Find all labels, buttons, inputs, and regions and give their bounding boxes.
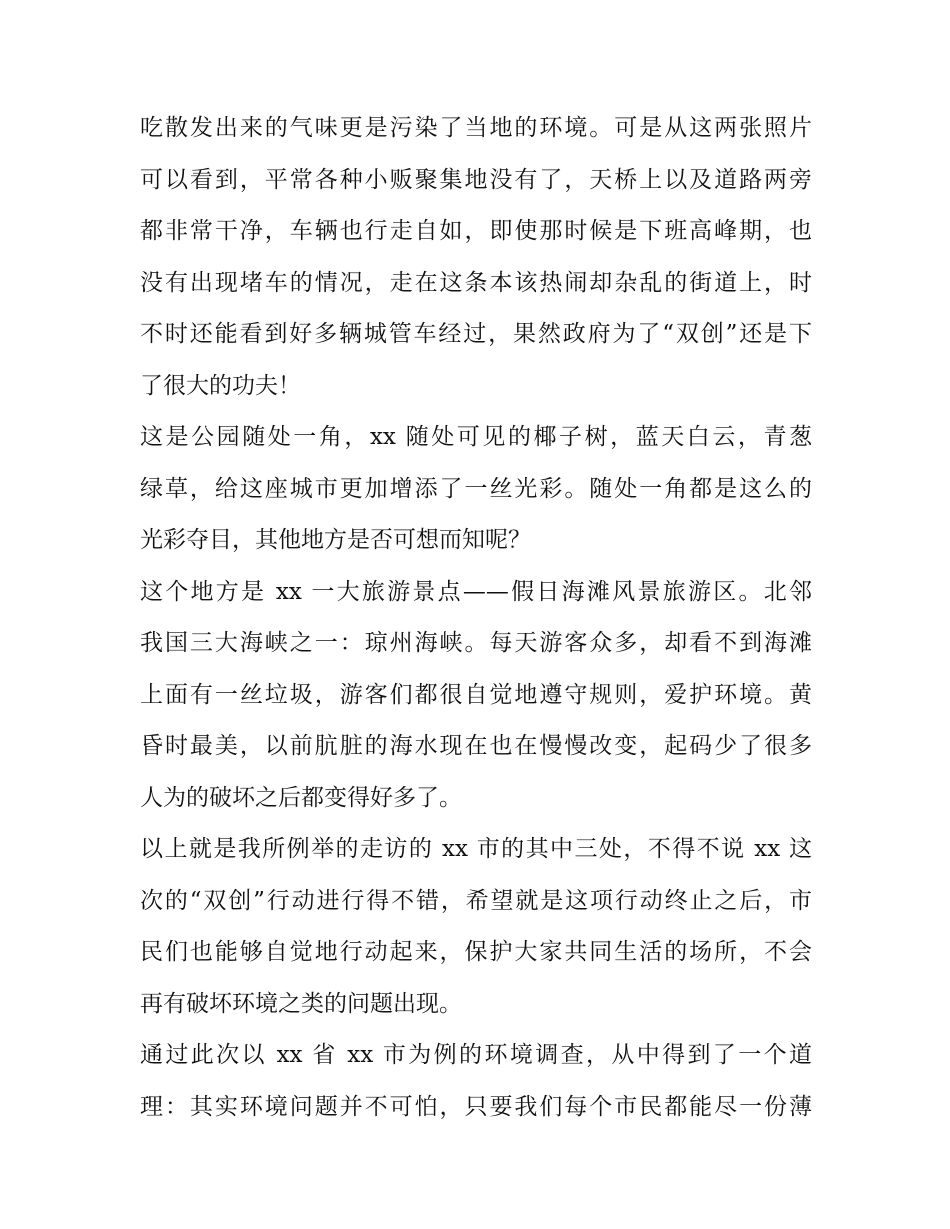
text-line: 不时还能看到好多辆城管车经过，果然政府为了“双创”还是下 (140, 321, 812, 347)
text-line: 我国三大海峡之一：琼州海峡。每天游客众多，却看不到海滩 (140, 630, 812, 656)
text-line: 再有破坏环境之类的问题出现。 (140, 990, 462, 1017)
text-line: 绿草，给这座城市更加增添了一丝光彩。随处一角都是这么的 (140, 475, 812, 502)
paragraph-park-corner (140, 412, 812, 567)
text-line: 民们也能够自觉地行动起来，保护大家共同生活的场所，不会 (140, 939, 812, 965)
text-line: 可以看到，平常各种小贩聚集地没有了，天桥上以及道路两旁 (140, 166, 812, 193)
text-line: 光彩夺目，其他地方是否可想而知呢？ (140, 527, 531, 553)
text-line: 了很大的功夫！ (140, 372, 301, 399)
text-line: 都非常干净，车辆也行走自如，即使那时候是下班高峰期，也 (140, 218, 812, 244)
text-line: 没有出现堵车的情况，走在这条本该热闹却杂乱的街道上，时 (140, 269, 812, 296)
text-line: 理：其实环境问题并不可怕，只要我们每个市民都能尽一份薄 (140, 1093, 812, 1120)
text-line: 这个地方是 xx 一大旅游景点——假日海滩风景旅游区。北邻 (140, 578, 812, 605)
document-body (140, 103, 812, 1133)
paragraph-conclusion (140, 1030, 812, 1133)
text-line: 人为的破坏之后都变得好多了。 (140, 784, 462, 811)
text-line: 昏时最美，以前肮脏的海水现在也在慢慢改变，起码少了很多 (140, 733, 812, 759)
text-line: 上面有一丝垃圾，游客们都很自觉地遵守规则，爱护环境。黄 (140, 681, 812, 708)
text-line: 这是公园随处一角，xx 随处可见的椰子树，蓝天白云，青葱 (140, 424, 812, 450)
text-line: 吃散发出来的气味更是污染了当地的环境。可是从这两张照片 (140, 115, 812, 141)
paragraph-street-inspection (140, 103, 812, 412)
text-line: 以上就是我所例举的走访的 xx 市的其中三处，不得不说 xx 这 (140, 836, 812, 862)
text-line: 通过此次以 xx 省 xx 市为例的环境调查，从中得到了一个道 (140, 1042, 812, 1068)
paragraph-beach-area (140, 567, 812, 825)
paragraph-summary (140, 824, 812, 1030)
text-line: 次的“双创”行动进行得不错，希望就是这项行动终止之后，市 (140, 887, 812, 914)
